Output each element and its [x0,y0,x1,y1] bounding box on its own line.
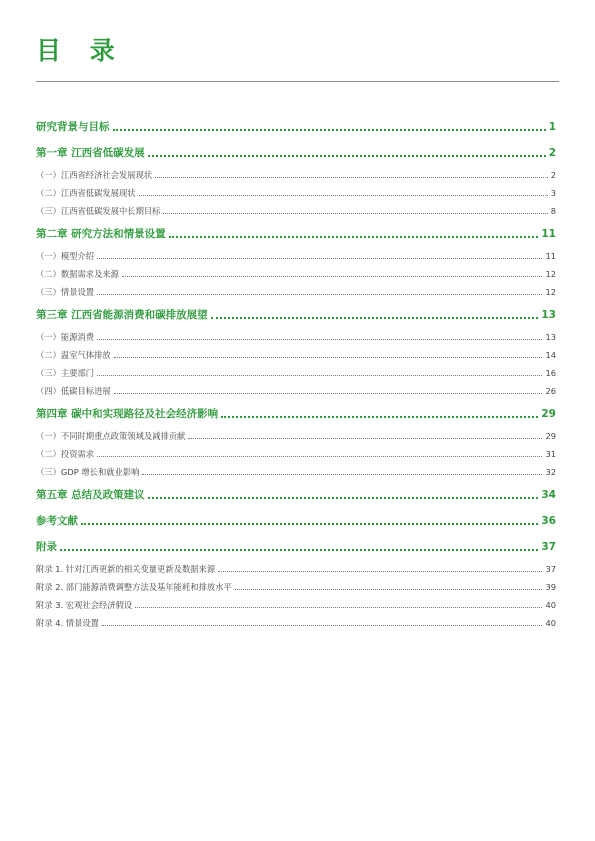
toc-entry-title: 第三章 江西省能源消费和碳排放展望 [36,309,208,321]
dot-leader [97,294,542,295]
toc-page-number: 12 [545,287,556,297]
toc-section-entry[interactable] [36,332,556,343]
toc-section-entry[interactable] [36,287,556,298]
dot-leader [139,195,548,196]
dot-leader [155,177,548,178]
toc-page-number: 2 [548,147,556,159]
dot-leader [163,213,547,214]
toc-entry-title: 研究背景与目标 [36,121,110,133]
dot-leader [148,497,539,499]
toc-section-entry[interactable] [36,449,556,460]
toc-section-entry[interactable] [36,188,556,199]
toc-chapter-entry[interactable] [36,227,556,242]
toc-entry-title: （一）能源消费 [36,332,95,342]
toc-page-number: 29 [545,431,556,441]
toc-section-entry[interactable] [36,350,556,361]
toc-entry-title: （二）温室气体排放 [36,350,111,360]
page-title: 目 录 [36,36,125,65]
title-divider [36,81,559,82]
dot-leader [235,589,543,590]
toc-page-number: 3 [550,188,556,198]
dot-leader [97,258,542,259]
toc-section-entry[interactable] [36,600,556,611]
toc-section-entry[interactable] [36,206,556,217]
toc-page-number: 36 [541,515,556,527]
toc-entry-title: 附录 2. 部门能源消费调整方法及基年能耗和排放水平 [36,582,232,592]
toc-section-entry[interactable] [36,618,556,629]
dot-leader [97,456,542,457]
dot-leader [122,276,542,277]
dot-leader [142,474,542,475]
toc-section-entry[interactable] [36,170,556,181]
toc-entry-title: 第二章 研究方法和情景设置 [36,228,166,240]
dot-leader [97,339,542,340]
toc-page-number: 13 [541,309,556,321]
toc-entry-title: （四）低碳目标进展 [36,386,111,396]
toc-section-entry[interactable] [36,386,556,397]
dot-leader [114,357,543,358]
dot-leader [102,625,542,626]
toc-entry-title: 第四章 碳中和实现路径及社会经济影响 [36,408,219,420]
toc-entry-title: （三）GDP 增长和就业影响 [36,467,140,477]
toc-entry-title: （二）投资需求 [36,449,95,459]
toc-entry-title: 第一章 江西省低碳发展 [36,147,145,159]
dot-leader [81,523,538,525]
toc-chapter-entry[interactable] [36,308,556,323]
toc-page-number: 2 [550,170,556,180]
toc-page-number: 32 [545,467,556,477]
dot-leader [135,607,542,608]
toc-entry-title: 参考文献 [36,515,78,527]
toc-section-entry[interactable] [36,582,556,593]
toc-page-number: 40 [545,618,556,628]
toc-page-number: 37 [541,541,556,553]
toc-chapter-entry[interactable] [36,488,556,503]
toc-page-number: 37 [545,564,556,574]
toc-chapter-entry[interactable] [36,407,556,422]
toc-chapter-entry[interactable] [36,146,556,161]
toc-section-entry[interactable] [36,431,556,442]
toc-page-number: 26 [545,386,556,396]
toc-chapter-entry[interactable] [36,540,556,555]
dot-leader [221,416,538,418]
toc-page-number: 31 [545,449,556,459]
toc-entry-title: （二）江西省低碳发展现状 [36,188,136,198]
toc-entry-title: 附录 1. 针对江西更新的相关变量更新及数据来源 [36,564,216,574]
toc-chapter-entry[interactable] [36,120,556,135]
toc-page-number: 34 [541,489,556,501]
toc-entry-title: （三）主要部门 [36,368,95,378]
dot-leader [148,155,546,157]
toc-entry-title: （一）模型介绍 [36,251,95,261]
toc-page-number: 11 [545,251,556,261]
toc-section-entry[interactable] [36,564,556,575]
dot-leader [211,317,539,319]
toc-page-number: 8 [550,206,556,216]
dot-leader [113,129,546,131]
toc-page-number: 1 [548,121,556,133]
toc-entry-title: （一）江西省经济社会发展现状 [36,170,153,180]
toc-page-number: 29 [541,408,556,420]
toc-page-number: 40 [545,600,556,610]
toc-page-number: 12 [545,269,556,279]
toc-entry-title: 第五章 总结及政策建议 [36,489,145,501]
toc-section-entry[interactable] [36,467,556,478]
toc-entry-title: （二）数据需求及来源 [36,269,119,279]
dot-leader [188,438,542,439]
toc-section-entry[interactable] [36,251,556,262]
toc-entry-title: （一）不同时期重点政策领域及减排贡献 [36,431,186,441]
dot-leader [169,236,539,238]
toc-page-number: 11 [541,228,556,240]
toc-page-number: 14 [545,350,556,360]
dot-leader [218,571,542,572]
toc-entry-title: 附录 3. 宏观社会经济假设 [36,600,133,610]
toc-section-entry[interactable] [36,269,556,280]
toc-entry-title: （三）情景设置 [36,287,95,297]
toc-page-number: 39 [545,582,556,592]
toc-section-entry[interactable] [36,368,556,379]
toc-entry-title: （三）江西省低碳发展中长期目标 [36,206,161,216]
table-of-contents [36,120,556,629]
toc-page-number: 13 [545,332,556,342]
toc-chapter-entry[interactable] [36,514,556,529]
toc-entry-title: 附录 [36,541,57,553]
toc-page-number: 16 [545,368,556,378]
dot-leader [97,375,542,376]
dot-leader [60,549,538,551]
dot-leader [114,393,543,394]
toc-entry-title: 附录 4. 情景设置 [36,618,99,628]
